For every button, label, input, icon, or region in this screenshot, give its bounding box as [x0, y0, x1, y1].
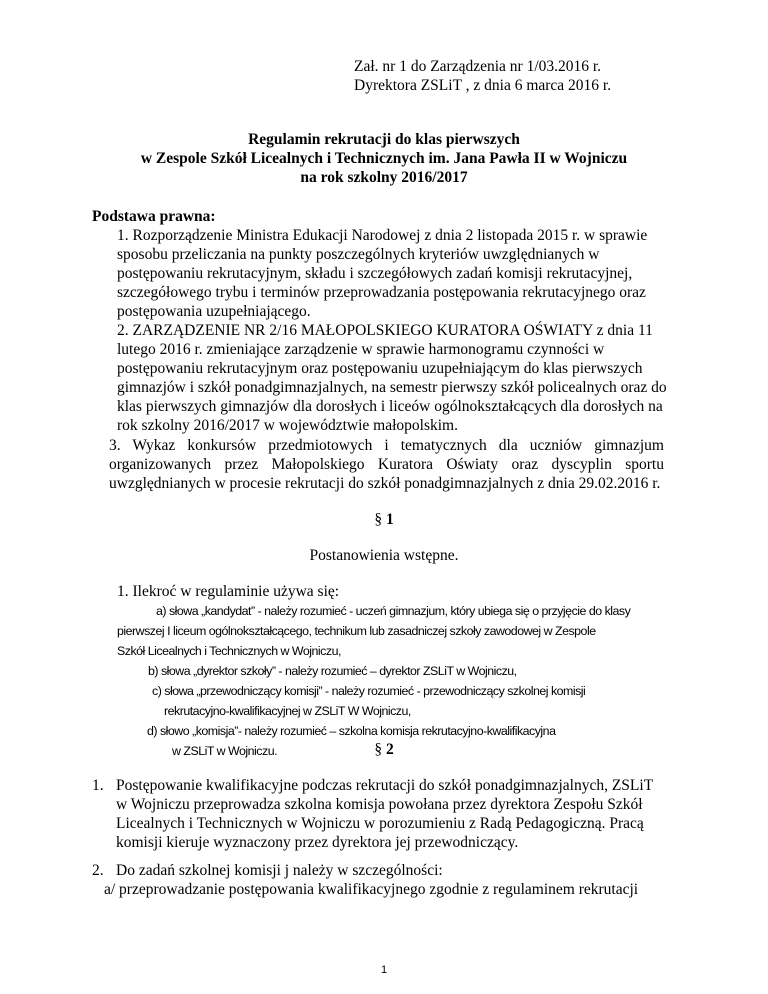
section-sign: §	[374, 741, 383, 758]
definition-d-line-2: w ZSLiT w Wojniczu.	[172, 744, 278, 758]
section-1-title: Postanowienia wstępne.	[309, 547, 459, 564]
title-line-1: Regulamin rekrutacji do klas pierwszych	[248, 131, 520, 148]
document-title	[0, 130, 768, 187]
definition-a-line-3: Szkół Licealnych i Technicznych w Wojniczu,	[117, 644, 341, 658]
point-2-subitem-a: a/ przeprowadzanie postępowania kwalifikacyjnego zgodnie z regulaminem rekrutacji	[104, 881, 639, 898]
section-2-point-2: 2. Do zadań szkolnej komisji j należy w szczególności: a/ przeprowadzanie postępowania kwalifikacyjnego zgodnie z regulaminem rekrutacji	[92, 862, 639, 898]
legal-basis-item-2: 2. ZARZĄDZENIE NR 2/16 MAŁOPOLSKIEGO KURATORA OŚWIATY z dnia 11 lutego 2016 r. zmieniające zarządzenie w sprawie harmonogramu czynności w postępowaniu rekrutacyjnym oraz postępowaniu uzupełniającym do klas pierwszych gimnazjów i szkół ponadgimnazjalnych, na semestr pierwszy szkół policealnych oraz do klas pierwszych gimnazjów dla dorosłych i liceów ogólnokształcących dla dorosłych na rok szkolny 2016/2017 w województwie małopolskim.	[117, 322, 667, 434]
section-number: 1	[385, 511, 394, 528]
title-line-3: na rok szkolny 2016/2017	[300, 169, 468, 186]
page-number: 1	[380, 964, 388, 976]
legal-basis-item-1: 1. Rozporządzenie Ministra Edukacji Narodowej z dnia 2 listopada 2015 r. w sprawie sposobu przeliczania na punkty poszczególnych kryteriów uwzględnianych w postępowaniu rekrutacyjnym, składu i szczegółowych zadań komisji rekrutacyjnej, szczegółowego trybu i terminów przeprowadzania postępowania rekrutacyjnego oraz postępowania uzupełniającego.	[117, 227, 648, 320]
definition-b: b) słowa „dyrektor szkoły” - należy rozumieć – dyrektor ZSLiT w Wojniczu,	[148, 664, 517, 678]
section-2-point-1: 1. Postępowanie kwalifikacyjne podczas rekrutacji do szkół ponadgimnazjalnych, ZSLiT w Wojniczu przeprowadza szkolna komisja powołana przez dyrektora Zespołu Szkół Licealnych i Technicznych w Wojniczu w porozumieniu z Radą Pedagogiczną. Pracą komisji kieruje wyznaczony przez dyrektora jej przewodniczący.	[92, 777, 654, 851]
legal-basis-item-3: 3. Wykaz konkursów przedmiotowych i tematycznych dla uczniów gimnazjum organizowanych przez Małopolskiego Kuratora Oświaty oraz dyscyplin sportu uwzględnianych w procesie rekrutacji do szkół ponadgimnazjalnych z dnia 29.02.2016 r.	[109, 437, 664, 492]
section-2-heading	[0, 740, 768, 759]
section-number: 2	[385, 741, 394, 758]
attachment-note	[354, 57, 611, 95]
section-sign: §	[374, 511, 383, 528]
legal-basis-heading: Podstawa prawna:	[92, 208, 216, 225]
attachment-line-1: Zał. nr 1 do Zarządzenia nr 1/03.2016 r.	[354, 58, 602, 75]
definition-a-line-2: pierwszej I liceum ogólnokształcącego, technikum lub zasadniczej szkoły zawodowej w Zespole	[117, 624, 596, 638]
point-1-number: 1.	[92, 777, 104, 794]
definition-d-line-1: d) słowo „komisja”- należy rozumieć – szkolna komisja rekrutacyjno-kwalifikacyjna	[147, 724, 556, 738]
definitions-intro: 1. Ilekroć w regulaminie używa się:	[117, 583, 340, 600]
attachment-line-2: Dyrektora ZSLiT , z dnia 6 marca 2016 r.	[354, 77, 612, 94]
definition-a-line-1: a) słowa „kandydat” - należy rozumieć - uczeń gimnazjum, który ubiega się o przyjęcie do klasy	[156, 604, 631, 618]
section-1-heading	[0, 510, 768, 529]
title-line-2: w Zespole Szkół Licealnych i Technicznych im. Jana Pawła II w Wojniczu	[140, 150, 628, 167]
definition-c-line-1: c) słowa „przewodniczący komisji” - należy rozumieć - przewodniczący szkolnej komisji	[152, 684, 586, 698]
definitions-list	[117, 601, 630, 761]
point-2-number: 2.	[92, 862, 104, 879]
definition-c-line-2: rekrutacyjno-kwalifikacyjnej w ZSLiT W Wojniczu,	[164, 704, 411, 718]
